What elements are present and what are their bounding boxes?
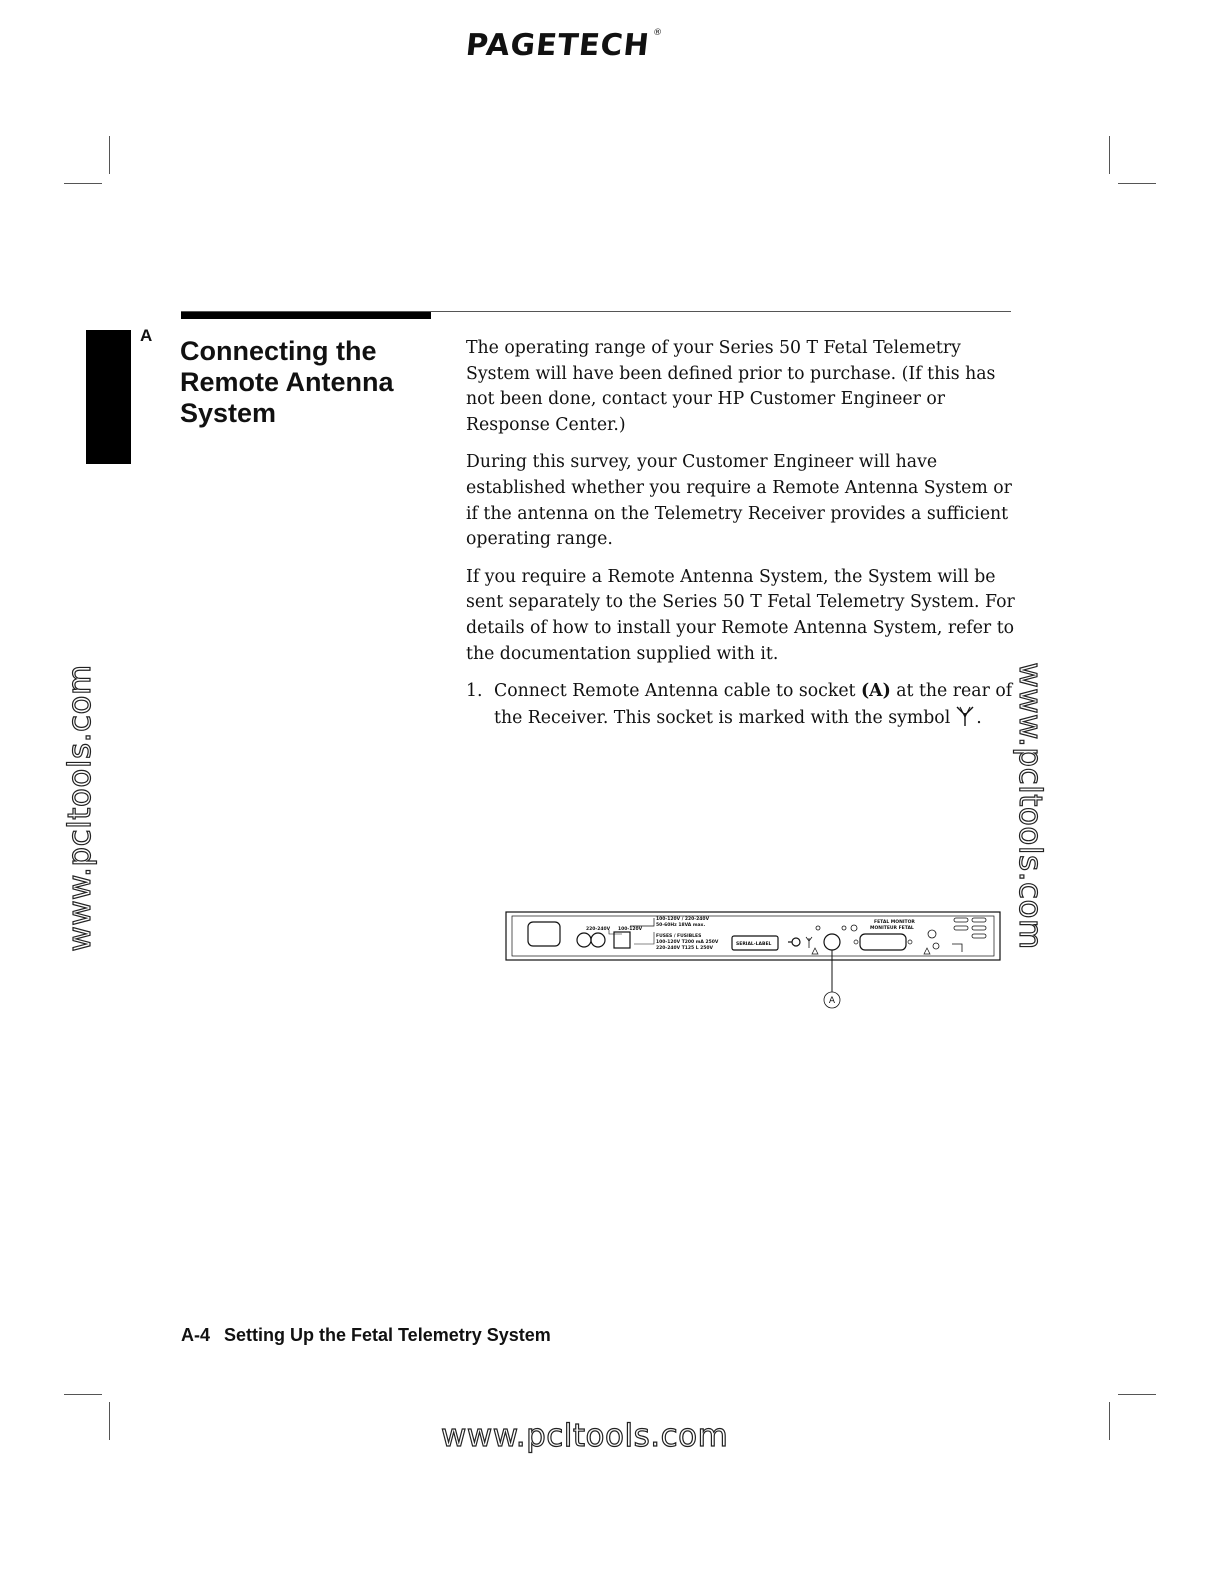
- crop-mark-bottom-left-h: [64, 1394, 102, 1395]
- crop-mark-top-left-h: [64, 183, 102, 184]
- voltage-selector-left: [577, 933, 591, 947]
- antenna-socket-a: [824, 934, 840, 950]
- body-text: [466, 336, 1016, 735]
- appendix-tab-letter: A: [140, 326, 153, 345]
- section-title: Connecting the Remote Antenna System: [180, 336, 394, 428]
- page-number: A-4: [181, 1325, 211, 1345]
- registered-mark: ®: [652, 28, 664, 38]
- crop-mark-top-right-h: [1118, 183, 1156, 184]
- label-fuse-high: 220-240V T125 L 250V: [656, 946, 714, 951]
- crop-mark-bottom-right-h: [1118, 1394, 1156, 1395]
- label-voltage: 100-120V / 220-240V: [656, 917, 710, 922]
- label-frequency: 50-60Hz 18VA max.: [656, 923, 706, 928]
- paragraph-survey: During this survey, your Customer Engineer will have established whether you require a Remote Antenna System or if the antenna on the Telemetry Receiver provides a sufficient operating range.: [466, 452, 1012, 550]
- antenna-symbol-icon: [956, 705, 974, 736]
- callout-label: A: [828, 996, 836, 1006]
- fetal-monitor-connector: [860, 934, 906, 950]
- socket-reference: (A): [860, 681, 891, 702]
- label-moniteur-fetal: MONITEUR FETAL: [870, 926, 914, 931]
- crop-mark-bottom-right-v: [1109, 1402, 1110, 1440]
- appendix-tab-block: [86, 330, 131, 464]
- watermark-right: www.pcltools.com: [1012, 662, 1048, 950]
- section-rule-thick: [181, 312, 431, 319]
- step-list: [466, 679, 1016, 735]
- step-number: 1.: [466, 681, 483, 702]
- crop-mark-bottom-left-v: [109, 1402, 110, 1440]
- watermark-bottom: www.pcltools.com: [441, 1418, 729, 1454]
- voltage-selector-right: [591, 933, 605, 947]
- paragraph-operating-range: The operating range of your Series 50 T Fetal Telemetry System will have been defined prior to purchase. (If this has not been done, contact your HP Customer Engineer or Response Center.): [466, 338, 996, 435]
- footer-title: Setting Up the Fetal Telemetry System: [224, 1325, 551, 1345]
- label-selector-a: 220-240V: [586, 927, 611, 932]
- crop-mark-top-right-v: [1109, 136, 1110, 174]
- receiver-rear-panel-figure: [504, 910, 1004, 1014]
- label-fetal-monitor: FETAL MONITOR: [874, 920, 915, 925]
- aux-socket: [792, 938, 800, 946]
- page-footer: [181, 1325, 551, 1346]
- step-text-before: Connect Remote Antenna cable to socket: [494, 681, 861, 702]
- step-text: [494, 679, 1016, 735]
- watermark-left: www.pcltools.com: [62, 664, 98, 952]
- step-text-end: .: [976, 707, 982, 728]
- label-fuse-low: 100-120V T200 mA 250V: [656, 940, 719, 945]
- label-selector-b: 100-120V: [618, 927, 643, 932]
- step-text-after: at the rear of the Receiver. This socket is marked with the symbol: [494, 681, 1013, 728]
- crop-mark-top-left-v: [109, 136, 110, 174]
- paragraph-remote-antenna: If you require a Remote Antenna System, the System will be sent separately to the Series 50 T Fetal Telemetry System. For details of how to install your Remote Antenna System, refer to the documentation supplied with it.: [466, 566, 1015, 664]
- label-serial: SERIAL-LABEL: [736, 942, 772, 947]
- fuse-holder: [614, 932, 630, 948]
- label-fuses: FUSES / FUSIBLES: [656, 934, 702, 939]
- power-inlet: [528, 922, 560, 946]
- pagetech-logo: [464, 28, 663, 63]
- logo-text: PAGETECH: [464, 28, 652, 63]
